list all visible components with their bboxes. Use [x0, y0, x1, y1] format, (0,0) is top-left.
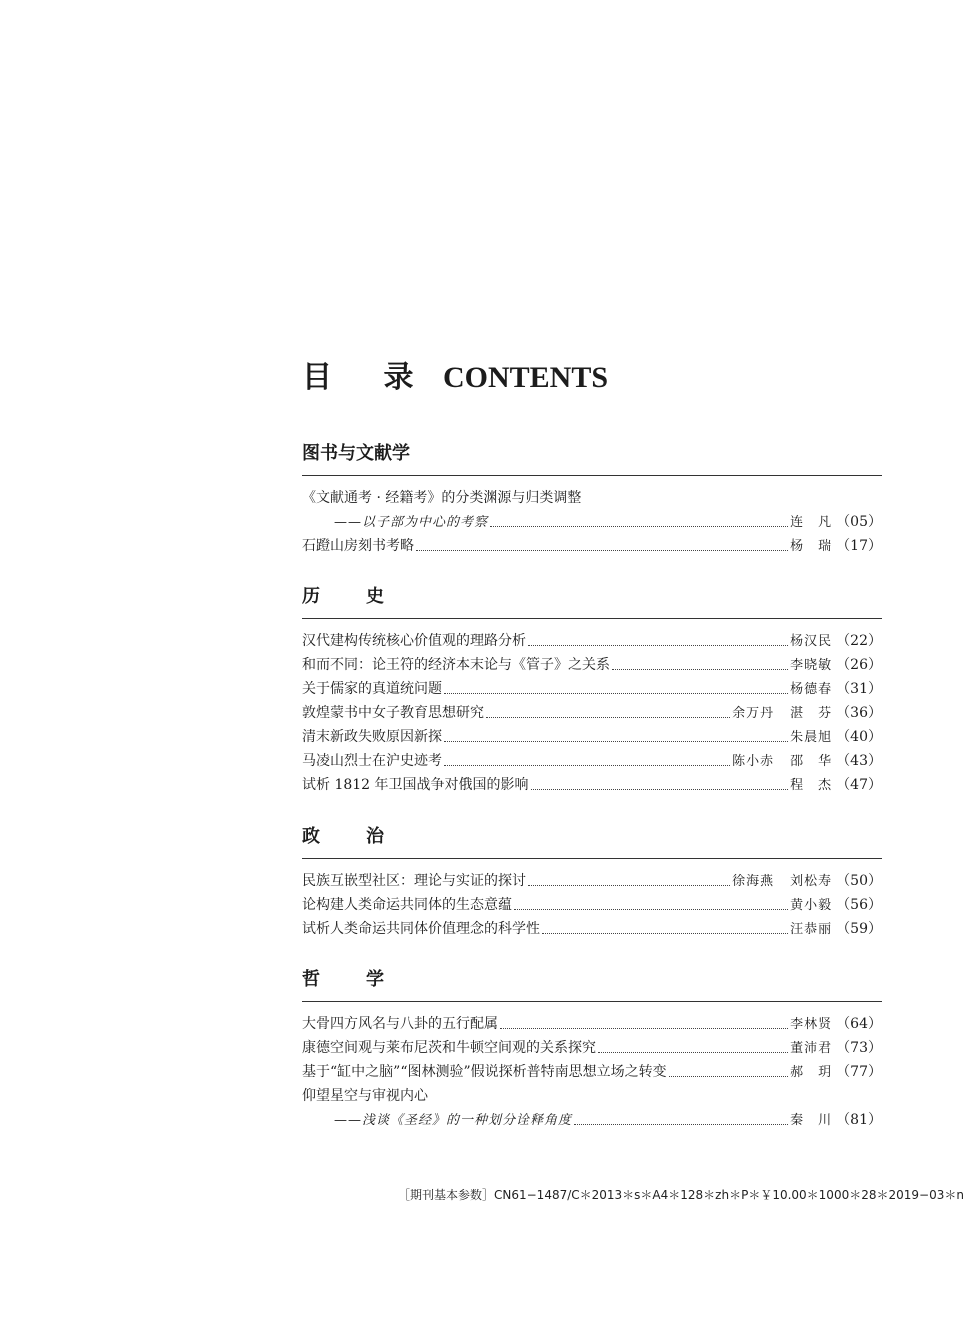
- leader-dots: [598, 1051, 788, 1053]
- journal-parameters: ［期刊基本参数］CN61−1487/C＊2013＊s＊A4＊128＊zh＊P＊￥10.00＊1000＊28＊2019−03＊n: [398, 1188, 964, 1202]
- entry-page: （17）: [836, 538, 882, 554]
- toc-entry[interactable]: [302, 725, 882, 749]
- section-rule: [302, 618, 882, 619]
- entry-author: 郝 玥: [790, 1065, 833, 1080]
- toc-entry[interactable]: [302, 1036, 882, 1060]
- entry-author: 董沛君: [790, 1041, 833, 1056]
- leader-dots: [486, 716, 730, 718]
- entry-page: （47）: [836, 777, 882, 793]
- section-library-science: [302, 437, 882, 558]
- toc-entry[interactable]: [302, 510, 882, 534]
- entry-subtitle: ——浅谈《圣经》的一种划分诠释角度: [334, 1113, 573, 1128]
- title-chinese: 目 录: [302, 361, 436, 394]
- toc-entry[interactable]: [302, 1084, 882, 1108]
- entry-title: 大骨四方风名与八卦的五行配属: [302, 1016, 498, 1032]
- entry-author: 朱晨旭: [790, 730, 833, 745]
- entry-title: 敦煌蒙书中女子教育思想研究: [302, 705, 484, 721]
- entry-title: 论构建人类命运共同体的生态意蕴: [302, 897, 512, 913]
- entry-page: （64）: [836, 1016, 882, 1032]
- entry-author: 余万丹: [732, 706, 775, 721]
- toc-entry[interactable]: [302, 653, 882, 677]
- entry-title: 试析人类命运共同体价值理念的科学性: [302, 921, 540, 937]
- toc-entry[interactable]: [302, 893, 882, 917]
- toc-entry[interactable]: [302, 677, 882, 701]
- section-history: [302, 580, 882, 797]
- toc-entry[interactable]: [302, 1108, 882, 1132]
- entry-page: （59）: [836, 921, 882, 937]
- leader-dots: [490, 525, 788, 527]
- entry-author: 刘松寿: [790, 874, 833, 889]
- section-rule: [302, 475, 882, 476]
- section-heading: 历 史: [302, 586, 398, 607]
- leader-dots: [574, 1123, 788, 1125]
- section-heading: 图书与文献学: [302, 443, 410, 464]
- entry-author: 邵 华: [790, 754, 833, 769]
- section-rule: [302, 1001, 882, 1002]
- entry-title: 民族互嵌型社区：理论与实证的探讨: [302, 873, 526, 889]
- toc-entry[interactable]: [302, 486, 882, 510]
- entry-author: 杨德春: [790, 682, 833, 697]
- toc-entry[interactable]: [302, 1060, 882, 1084]
- entry-page: （36）: [836, 705, 882, 721]
- entry-title: 仰望星空与审视内心: [302, 1088, 428, 1104]
- leader-dots: [444, 740, 788, 742]
- section-heading: 哲 学: [302, 969, 398, 990]
- entry-author: 湛 芬: [790, 706, 833, 721]
- toc-entry[interactable]: [302, 534, 882, 558]
- entry-page: （50）: [836, 873, 882, 889]
- leader-dots: [612, 668, 788, 670]
- leader-dots: [528, 644, 788, 646]
- entry-author: 黄小毅: [790, 898, 833, 913]
- entry-title: 和而不同：论王符的经济本末论与《管子》之关系: [302, 657, 610, 673]
- entry-title: 基于“缸中之脑”“图林测验”假说探析普特南思想立场之转变: [302, 1064, 667, 1080]
- entry-page: （05）: [836, 514, 882, 530]
- entry-author: 程 杰: [790, 778, 833, 793]
- leader-dots: [528, 884, 730, 886]
- entry-author: 杨 瑞: [790, 539, 833, 554]
- entry-author: 汪恭丽: [790, 922, 833, 937]
- toc-entry[interactable]: [302, 917, 882, 941]
- entry-author: 陈小赤: [732, 754, 775, 769]
- toc-entry[interactable]: [302, 629, 882, 653]
- leader-dots: [669, 1075, 789, 1077]
- entry-page: （40）: [836, 729, 882, 745]
- section-politics: [302, 820, 882, 941]
- entry-page: （22）: [836, 633, 882, 649]
- entry-title: 清末新政失败原因新探: [302, 729, 442, 745]
- entry-title: 石蹬山房刻书考略: [302, 538, 414, 554]
- entry-author: 连 凡: [790, 515, 833, 530]
- entry-author: 李晓敏: [790, 658, 833, 673]
- entry-page: （77）: [836, 1064, 882, 1080]
- entry-title: 康德空间观与莱布尼茨和牛顿空间观的关系探究: [302, 1040, 596, 1056]
- section-heading: 政 治: [302, 826, 398, 847]
- section-philosophy: [302, 963, 882, 1132]
- title-english: CONTENTS: [443, 361, 609, 394]
- entry-title: 试析 1812 年卫国战争对俄国的影响: [302, 777, 529, 793]
- entry-title: 汉代建构传统核心价值观的理路分析: [302, 633, 526, 649]
- leader-dots: [542, 932, 788, 934]
- leader-dots: [444, 764, 730, 766]
- entry-author: 杨汉民: [790, 634, 833, 649]
- entry-author: 李林贤: [790, 1017, 833, 1032]
- leader-dots: [416, 549, 788, 551]
- entry-title: 关于儒家的真道统问题: [302, 681, 442, 697]
- entry-page: （43）: [836, 753, 882, 769]
- entry-title: 《文献通考 · 经籍考》的分类渊源与归类调整: [302, 490, 582, 506]
- entry-author: 徐海燕: [732, 874, 775, 889]
- toc-entry[interactable]: [302, 1012, 882, 1036]
- entry-author: 秦 川: [790, 1113, 833, 1128]
- leader-dots: [500, 1027, 788, 1029]
- toc-entry[interactable]: [302, 749, 882, 773]
- leader-dots: [531, 788, 789, 790]
- entry-page: （26）: [836, 657, 882, 673]
- entry-page: （56）: [836, 897, 882, 913]
- entry-title: 马凌山烈士在沪史迹考: [302, 753, 442, 769]
- entry-page: （31）: [836, 681, 882, 697]
- toc-entry[interactable]: [302, 773, 882, 797]
- leader-dots: [514, 908, 788, 910]
- section-rule: [302, 858, 882, 859]
- toc-entry[interactable]: [302, 869, 882, 893]
- page-title: [302, 352, 608, 396]
- entry-page: （73）: [836, 1040, 882, 1056]
- entry-subtitle: ——以子部为中心的考察: [334, 515, 489, 530]
- leader-dots: [444, 692, 788, 694]
- entry-page: （81）: [836, 1112, 882, 1128]
- toc-entry[interactable]: [302, 701, 882, 725]
